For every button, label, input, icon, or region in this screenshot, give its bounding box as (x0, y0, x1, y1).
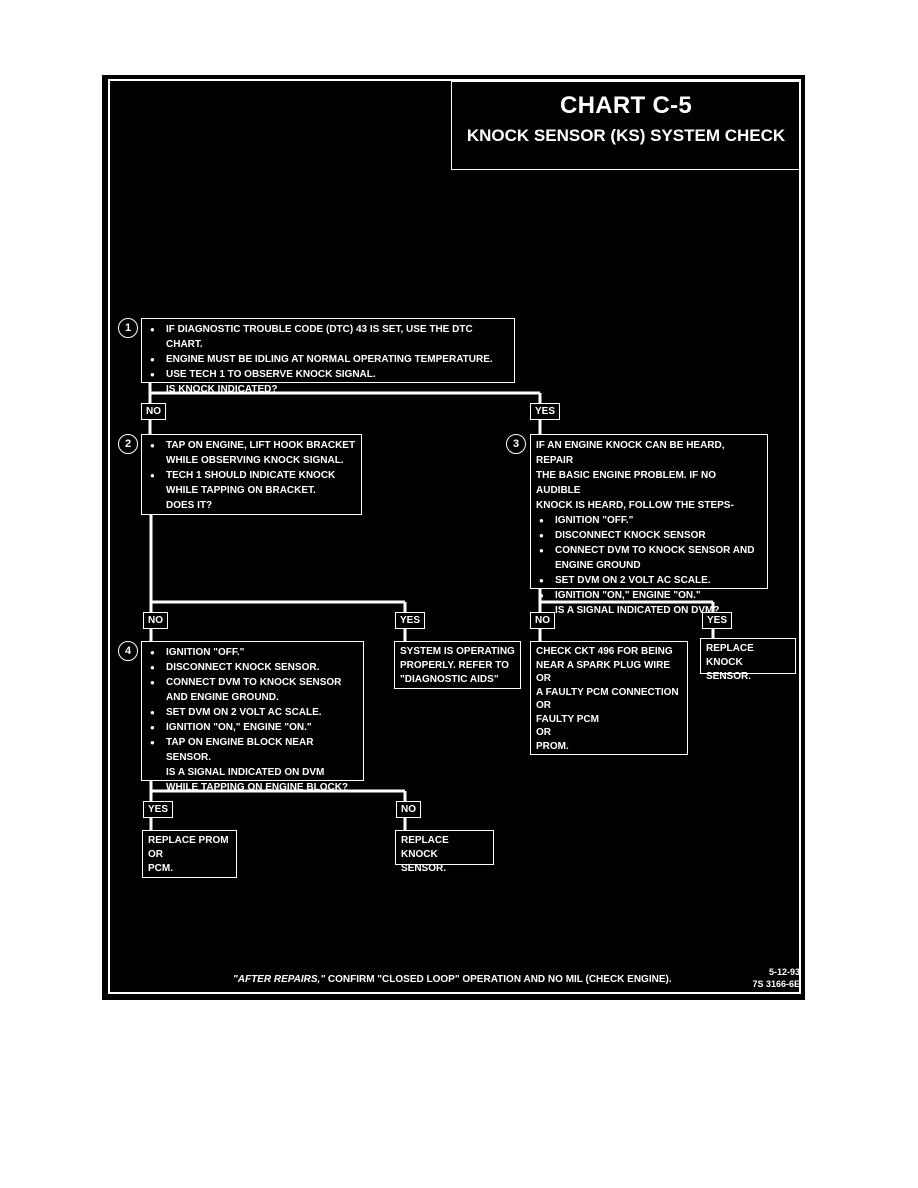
result-replace-prom-line-2: OR (148, 849, 163, 860)
result-replace-prom-line-3: PCM. (148, 863, 173, 874)
step-2-bullet-2b: WHILE TAPPING ON BRACKET. (166, 485, 316, 496)
step-3-bullet-1: ● IGNITION "OFF." (536, 513, 762, 528)
result-check-line-8: PROM. (536, 740, 569, 752)
step-1-line-3: ● USE TECH 1 TO OBSERVE KNOCK SIGNAL. (147, 367, 509, 382)
result-check-line-7: OR (536, 727, 551, 738)
chart-title: CHART C-5 (559, 92, 693, 119)
s1-no-label: NO (141, 403, 166, 420)
document-number: 7S 3166-6E (752, 979, 800, 989)
step-4-bullet-2: ● DISCONNECT KNOCK SENSOR. (147, 660, 358, 675)
result-replace-sensor-right (700, 638, 796, 682)
s4-no-label: NO (396, 801, 421, 818)
step-2-bullet-1b: WHILE OBSERVING KNOCK SIGNAL. (166, 455, 344, 466)
step-3-intro-3: KNOCK IS HEARD, FOLLOW THE STEPS- (536, 500, 734, 511)
step-1-box (141, 318, 515, 395)
step-4-question-1: IS A SIGNAL INDICATED ON DVM (166, 767, 325, 778)
step-4-bullet-5: ● IGNITION "ON," ENGINE "ON." (147, 720, 358, 735)
result-check-line-1: CHECK CKT 496 FOR BEING (536, 646, 673, 657)
result-check-line-6: FAULTY PCM (536, 713, 599, 725)
step-3-bullet-2: ● DISCONNECT KNOCK SENSOR (536, 528, 762, 543)
document-code (744, 966, 800, 990)
step-number-4: 4 (118, 641, 138, 661)
s3-no-label: NO (530, 612, 555, 629)
step-3-bullet-5: ● IGNITION "ON," ENGINE "ON." (536, 588, 762, 603)
step-4-bullet-6: ● TAP ON ENGINE BLOCK NEAR SENSOR. (147, 735, 358, 765)
footer-text: CONFIRM "CLOSED LOOP" OPERATION AND NO MIL (CHECK ENGINE). (325, 974, 672, 985)
step-3-question: IS A SIGNAL INDICATED ON DVM? (555, 605, 720, 616)
s2-no-label: NO (143, 612, 168, 629)
step-1-line-2: ● ENGINE MUST BE IDLING AT NORMAL OPERATING TEMPERATURE. (147, 352, 509, 367)
step-4-bullet-1: ● IGNITION "OFF." (147, 645, 358, 660)
result-replace-prom (142, 830, 237, 878)
step-4-bullet-4: ● SET DVM ON 2 VOLT AC SCALE. (147, 705, 358, 720)
result-system-ok-line-3: "DIAGNOSTIC AIDS" (400, 674, 499, 685)
step-4-bullet-3b: AND ENGINE GROUND. (166, 692, 279, 703)
result-system-ok-line-2: PROPERLY. REFER TO (400, 660, 509, 671)
step-2-question: DOES IT? (166, 500, 213, 511)
result-replace-bottom-line-1: REPLACE KNOCK (401, 835, 449, 860)
step-4-bullet-3a: ● CONNECT DVM TO KNOCK SENSOR (147, 675, 358, 690)
footer-note (233, 974, 672, 985)
step-number-3: 3 (506, 434, 526, 454)
chart-subtitle: KNOCK SENSOR (KS) SYSTEM CHECK (466, 126, 786, 145)
step-2-bullet-1a: ● TAP ON ENGINE, LIFT HOOK BRACKET (147, 438, 356, 453)
step-3-bullet-4: ● SET DVM ON 2 VOLT AC SCALE. (536, 573, 762, 588)
result-system-ok-line-1: SYSTEM IS OPERATING (400, 646, 515, 657)
result-replace-sensor-bottom (395, 830, 494, 874)
result-check-line-2: NEAR A SPARK PLUG WIRE (536, 659, 671, 671)
result-check-line-5: OR (536, 700, 551, 711)
step-3-intro-1: IF AN ENGINE KNOCK CAN BE HEARD, REPAIR (536, 440, 725, 466)
result-replace-right-line-1: REPLACE KNOCK (706, 643, 754, 668)
step-number-1: 1 (118, 318, 138, 338)
s2-yes-label: YES (395, 612, 425, 629)
result-replace-bottom-line-2: SENSOR. (401, 863, 447, 874)
step-2-box (141, 434, 362, 515)
step-3-bullet-3a: ● CONNECT DVM TO KNOCK SENSOR AND (536, 543, 762, 558)
result-check-ckt (530, 641, 688, 755)
step-3-box (530, 434, 768, 616)
step-1-question: IS KNOCK INDICATED? (166, 384, 278, 395)
result-replace-prom-line-1: REPLACE PROM (148, 835, 229, 846)
s4-yes-label: YES (143, 801, 173, 818)
step-4-box (141, 641, 364, 793)
result-system-ok (394, 641, 521, 689)
step-1-line-1: ● IF DIAGNOSTIC TROUBLE CODE (DTC) 43 IS SET, USE THE DTC CHART. (147, 322, 509, 352)
s1-yes-label: YES (530, 403, 560, 420)
s3-yes-label: YES (702, 612, 732, 629)
document-date: 5-12-93 (768, 967, 800, 977)
step-number-2: 2 (118, 434, 138, 454)
footer-emphasis: "AFTER REPAIRS," (233, 974, 326, 985)
result-check-line-3: OR (536, 673, 551, 684)
step-4-question-2: WHILE TAPPING ON ENGINE BLOCK? (166, 782, 349, 793)
step-3-intro-2: THE BASIC ENGINE PROBLEM. IF NO AUDIBLE (536, 470, 717, 496)
title-block (451, 81, 801, 170)
result-check-line-4: A FAULTY PCM CONNECTION (536, 686, 679, 698)
step-2-bullet-2a: ● TECH 1 SHOULD INDICATE KNOCK (147, 468, 356, 483)
result-replace-right-line-2: SENSOR. (706, 671, 752, 682)
step-3-bullet-3b: ENGINE GROUND (555, 560, 641, 571)
